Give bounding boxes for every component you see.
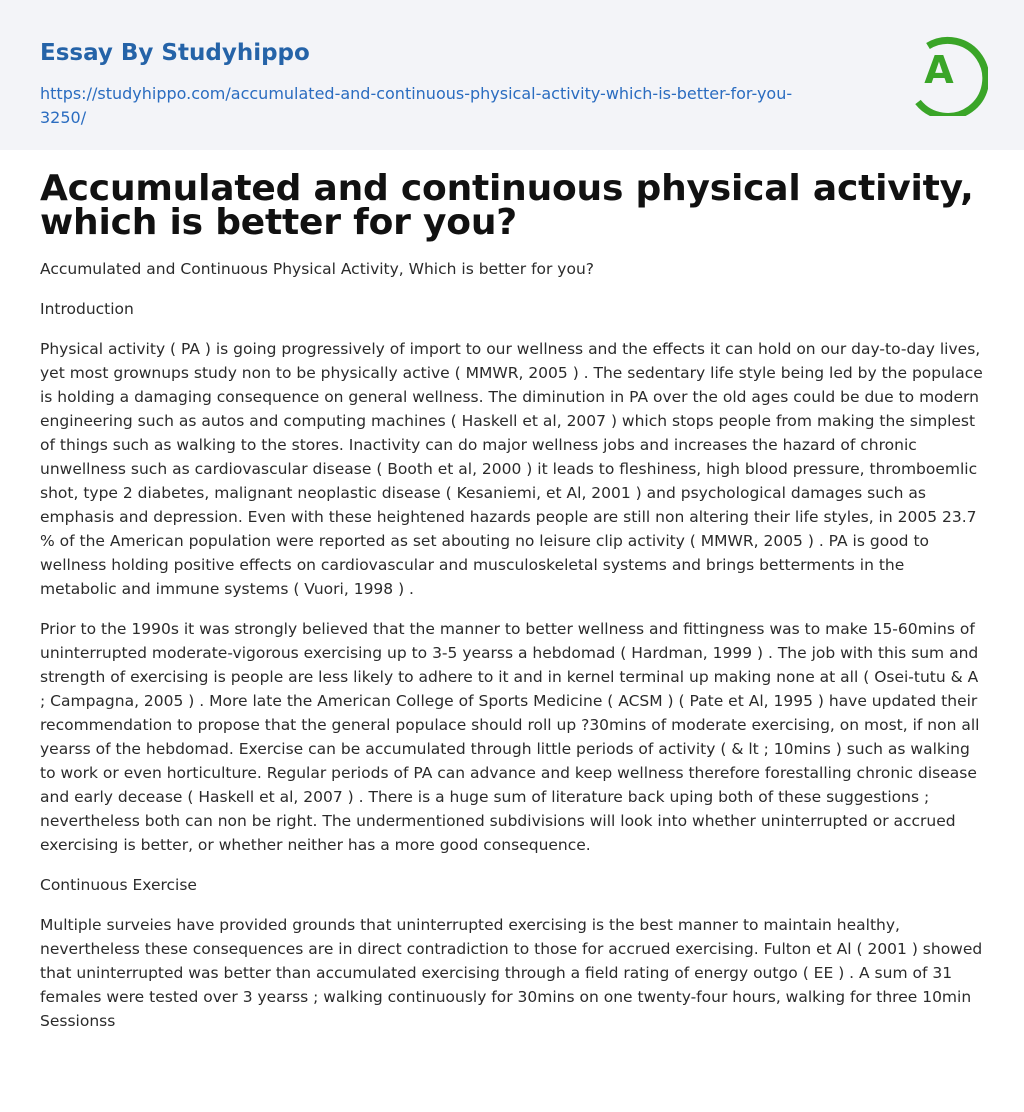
section-heading-introduction: Introduction (40, 300, 134, 318)
logo-letter: A (924, 48, 954, 92)
paragraph-3: Multiple surveies have provided grounds that uninterrupted exercising is the best manner to maintain healthy, nevertheless these consequences are in direct contradiction to those for accrued exercising. Fulton et Al ( 2001 ) showed that uninterrupted was better than accumulated exercising through a field rating of energy outgo ( EE ) . A sum of 31 females were tested over 3 yearss ; walking continuously for 30mins on one twenty-four hours, walking for three 10min Sessionss (40, 916, 983, 1030)
paragraph-2: Prior to the 1990s it was strongly believed that the manner to better wellness and fittingness was to make 15-60mins of uninterrupted moderate-vigorous exercising up to 3-5 yearss a hebdomad ( Hardman, 1999 ) . The job with this sum and strength of exercising is people are less likely to adhere to it and in kernel terminal up making none at all ( Osei-tutu & A ; Campagna, 2005 ) . More late the American College of Sports Medicine ( ACSM ) ( Pate et Al, 1995 ) have updated their recommendation to propose that the general populace should roll up ?30mins of moderate exercising, on most, if non all yearss of the hebdomad. Exercise can be accumulated through little periods of activity ( & lt ; 10mins ) such as walking to work or even horticulture. Regular periods of PA can advance and keep wellness therefore forestalling chronic disease and early decease ( Haskell et al, 2007 ) . There is a huge sum of literature back uping both of these suggestions ; nevertheless both can non be right. The undermentioned subdivisions will look into whether uninterrupted or accrued exercising is better, or whether neither has a more good consequence. (40, 620, 980, 854)
section-heading-continuous-exercise: Continuous Exercise (40, 876, 197, 894)
studyhippo-logo-icon[interactable] (912, 28, 988, 116)
article-subtitle: Accumulated and Continuous Physical Activity, Which is better for you? (40, 260, 595, 278)
paragraph-1: Physical activity ( PA ) is going progressively of import to our wellness and the effects it can hold on our day-to-day lives, yet most grownups study non to be physically active ( MMWR, 2005 ) . The sedentary life style being led by the populace is holding a damaging consequence on general wellness. The diminution in PA over the old ages could be due to modern engineering such as autos and computing machines ( Haskell et al, 2007 ) which stops people from making the simplest of things such as walking to the stores. Inactivity can do major wellness jobs and increases the hazard of chronic unwellness such as cardiovascular disease ( Booth et al, 2000 ) it leads to fleshiness, high blood pressure, thromboemlic shot, type 2 diabetes, malignant neoplastic disease ( Kesaniemi, et Al, 2001 ) and psychological damages such as emphasis and depression. Even with these heightened hazards people are still non altering their life styles, in 2005 23.7 % of the American population were reported as set abouting no leisure clip activity ( MMWR, 2005 ) . PA is good to wellness holding positive effects on cardiovascular and musculoskeletal systems and brings betterments in the metabolic and immune systems ( Vuori, 1998 ) . (40, 340, 983, 598)
source-url-link[interactable]: https://studyhippo.com/accumulated-and-continuous-physical-activity-which-is-better-for-you-3250/ (40, 84, 793, 127)
article-title: Accumulated and continuous physical activity, which is better for you? (40, 168, 974, 243)
article-body (0, 150, 1024, 1033)
brand-title[interactable]: Essay By Studyhippo (40, 40, 310, 66)
site-header (0, 0, 1024, 150)
